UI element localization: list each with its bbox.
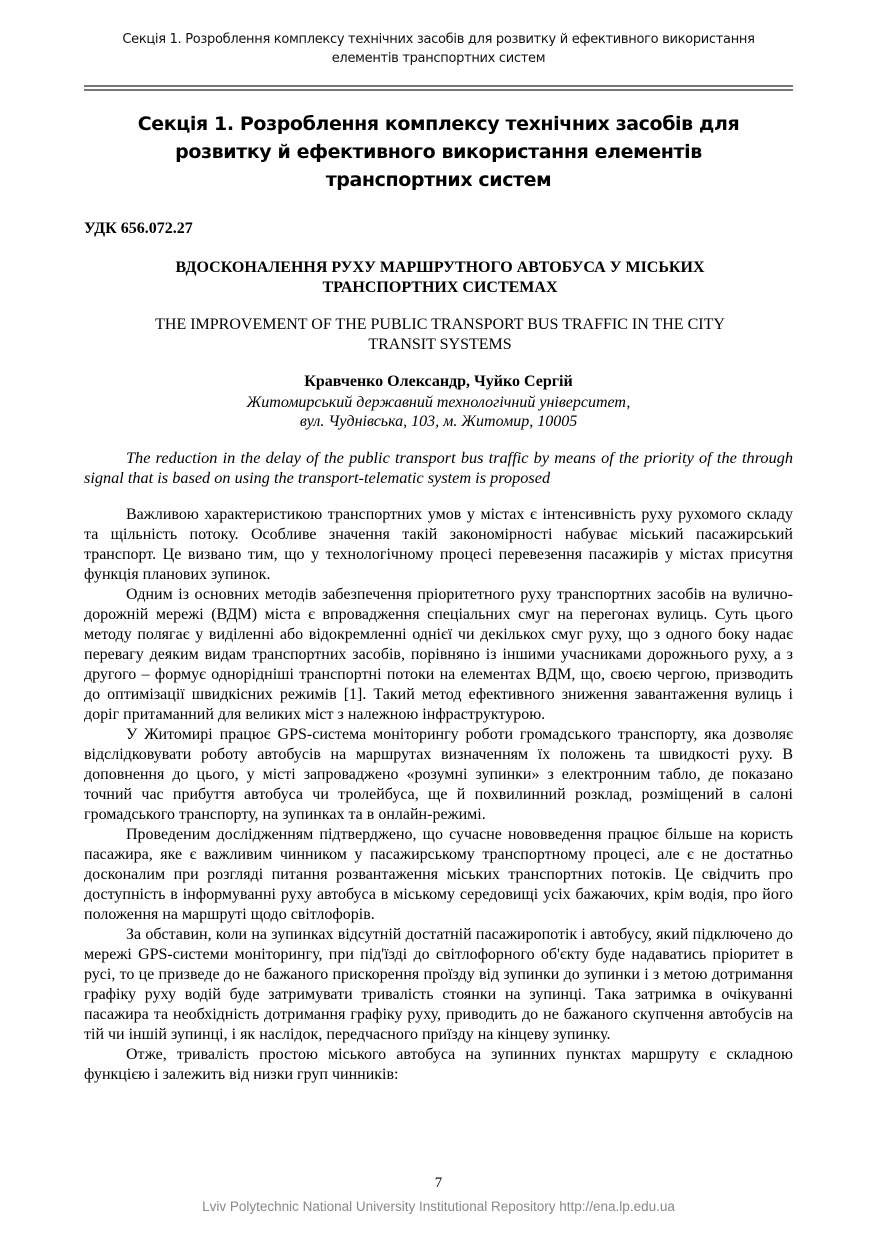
page-number: 7 <box>434 1175 443 1191</box>
title-line: ВДОСКОНАЛЕННЯ РУХУ МАРШРУТНОГО АВТОБУСА У МІСЬКИХ <box>175 259 705 276</box>
section-title-line: Секція 1. Розроблення комплексу технічних засобів для <box>137 113 740 135</box>
title-line: THE IMPROVEMENT OF THE PUBLIC TRANSPORT BUS TRAFFIC IN THE CITY <box>155 316 725 333</box>
paragraph: Проведеним дослідженням підтверджено, що сучасне нововведення працює більше на користь пасажира, яке є важливим чинником у пасажирському транспортному процесі, але є не достатньо досконалим при розгляді питання розвантаження міських транспортних потоків. Це свідчить про доступність в інформуванні руху автобуса в міському середовищі усіх бажаючих, крім водія, про його положення на маршруті щодо світлофорів. <box>84 826 793 923</box>
authors: Кравченко Олександр, Чуйко Сергій <box>304 373 573 390</box>
affiliation-line: вул. Чуднівська, 103, м. Житомир, 10005 <box>299 413 578 430</box>
abstract: The reduction in the delay of the public transport bus traffic by means of the priority of the through signal that is based on using the transport-telematic system is proposed <box>84 448 793 487</box>
article-title-en <box>110 315 770 355</box>
paragraph: Отже, тривалість простою міського автобуса на зупинних пунктах маршруту є складною функцією і залежить від низки груп чинників: <box>84 1046 793 1083</box>
article-title-ua <box>140 258 740 298</box>
header-divider <box>84 85 793 91</box>
affiliation-line: Житомирський державний технологічний університет, <box>246 394 631 411</box>
udk-code: УДК 656.072.27 <box>84 220 193 237</box>
section-title <box>84 110 793 194</box>
paragraph: За обставин, коли на зупинках відсутній достатній пасажиропотік і автобусу, який підключено до мережі GPS-системи моніторингу, при під'їзді до світлофорного об'єкту буде надаватись пріоритет в русі, то це призведе до не бажаного прискорення проїзду від зупинки до зупинки і з метою дотримання графіку руху водій буде затримувати тривалість стоянки на зупинці. Така затримка в очікуванні пасажира та необхідність дотримання графіку руху, приводить до не бажаного скупчення автобусів на тій чи іншій зупинці, і як наслідок, передчасного приїзду на кінцеву зупинку. <box>84 926 793 1043</box>
running-header-line: елементів транспортних систем <box>331 51 546 66</box>
article-body <box>84 505 793 1085</box>
title-line: TRANSIT SYSTEMS <box>368 336 512 353</box>
section-title-line: транспортних систем <box>325 169 552 191</box>
paragraph: Одним із основних методів забезпечення пріоритетного руху транспортних засобів на вулично-дорожній мережі (ВДМ) міста є впровадження спеціальних смуг на перегонах вулиць. Суть цього методу полягає у виділенні або відокремленні однієї чи декількох смуг руху, що з одного боку надає перевагу деяким видам транспортних засобів, порівняно із іншими учасниками дорожнього руху, а з другого – формує однорідніші транспортні потоки на елементах ВДМ, що, своєю чергою, призводить до оптимізації швидкісних режимів [1]. Такий метод ефективного зниження завантаження вулиць і доріг притаманний для великих міст з належною інфраструктурою. <box>84 586 793 723</box>
title-line: ТРАНСПОРТНИХ СИСТЕМАХ <box>322 279 558 296</box>
running-header-line: Секція 1. Розроблення комплексу технічних засобів для розвитку й ефективного використання <box>122 32 755 47</box>
paragraph: У Житомирі працює GPS-система моніторингу роботи громадського транспорту, яка дозволяє відслідковувати роботу автобусів на маршрутах визначенням їх положень та швидкості руху. В доповнення до цього, у місті запроваджено «розумні зупинки» з електронним табло, де показано точний час прибуття автобуса чи тролейбуса, ще й похвилинний розклад, розміщений в салоні громадського транспорту, на зупинках та в онлайн-режимі. <box>84 726 793 823</box>
running-header <box>60 30 817 68</box>
paragraph: Важливою характеристикою транспортних умов у містах є інтенсивність руху рухомого складу та щільність потоку. Особливе значення такій закономірності набуває міський пасажирський транспорт. Це визвано тим, що у технологічному процесі перевезення пасажирів у містах присутня функція планових зупинок. <box>84 506 793 583</box>
affiliation <box>84 393 793 431</box>
repository-footer: Lviv Polytechnic National University Institutional Repository http://ena.lp.edu.ua <box>202 1199 675 1214</box>
section-title-line: розвитку й ефективного використання елементів <box>175 141 702 163</box>
